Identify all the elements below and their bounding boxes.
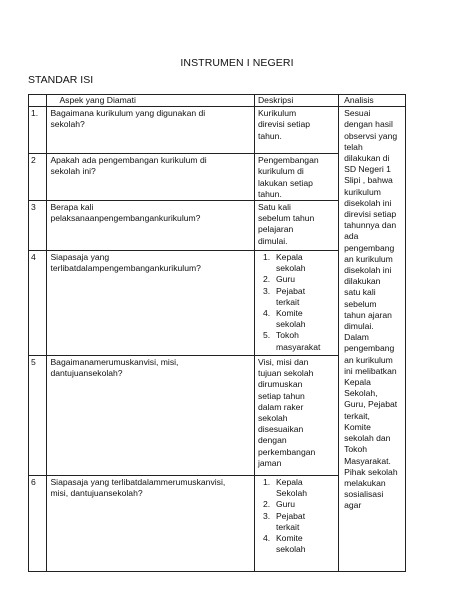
analisis-line: pengembang — [344, 242, 395, 253]
header-analisis: Analisis — [339, 95, 406, 107]
deskripsi-line: dimulai. — [257, 235, 288, 246]
analisis-line: melakukan — [344, 477, 386, 488]
analisis-line: dilakukan — [344, 276, 381, 287]
list-number: 1. — [262, 252, 271, 263]
deskripsi-line: disesuaikan — [257, 424, 304, 435]
aspek-line: misi, dantujuansekolah? — [50, 488, 143, 499]
deskripsi-line: setiap tahun — [257, 390, 305, 401]
deskripsi-line: perkembangan — [257, 446, 316, 457]
document-title: INSTRUMEN I NEGERI — [180, 57, 294, 69]
deskripsi-list — [258, 252, 335, 353]
analisis-line: Slipi , bahwa — [344, 175, 393, 186]
row-number: 2 — [29, 154, 47, 201]
instrument-table — [28, 94, 406, 572]
deskripsi-line: Satu kali — [257, 202, 291, 213]
aspek-cell — [47, 107, 255, 154]
analisis-line: an kurikulum — [344, 253, 393, 264]
analisis-line: satu kali — [344, 287, 376, 298]
analisis-cell — [339, 107, 406, 572]
deskripsi-list — [258, 477, 335, 555]
analisis-line: agar — [344, 500, 362, 511]
deskripsi-line: kurikulum di — [257, 166, 304, 177]
analisis-line: terkait, — [344, 410, 370, 421]
analisis-line: observsi yang — [344, 130, 398, 141]
list-item — [258, 286, 335, 308]
deskripsi-line: tujuan sekolah — [257, 368, 314, 379]
deskripsi-cell — [254, 201, 338, 251]
table-header-row — [29, 95, 406, 107]
list-item-line: Tokoh — [275, 330, 299, 341]
analisis-line: disekolah ini — [344, 265, 392, 276]
header-deskripsi: Deskripsi — [254, 95, 338, 107]
aspek-line: Apakah ada pengembangan kurikulum di — [50, 155, 207, 166]
list-number: 4. — [262, 308, 271, 319]
aspek-cell — [47, 356, 255, 476]
deskripsi-line: pelajaran — [257, 224, 294, 235]
list-item-line: Pejabat — [275, 510, 306, 521]
analisis-line: dengan hasil — [344, 119, 393, 130]
deskripsi-line: tahun. — [257, 130, 282, 141]
header-no — [29, 95, 47, 107]
aspek-line: Siapasaja yang — [50, 252, 110, 263]
analisis-line: ada — [344, 231, 359, 242]
aspek-line: Siapasaja yang terlibatdalammerumuskanvisi, — [50, 477, 226, 488]
deskripsi-line: dengan — [257, 435, 287, 446]
analisis-line: dimulai. — [344, 321, 374, 332]
deskripsi-line: sebelum tahun — [257, 213, 315, 224]
analisis-line: Masyarakat. — [344, 455, 391, 466]
deskripsi-cell — [254, 356, 338, 476]
list-item — [258, 499, 335, 510]
list-number: 5. — [262, 330, 271, 341]
analisis-line: Komite — [344, 421, 371, 432]
list-item-line: sekolah — [275, 544, 306, 555]
aspek-line: sekolah ini? — [50, 166, 96, 177]
list-item — [258, 511, 335, 533]
analisis-line: sebelum — [344, 298, 377, 309]
aspek-line: Bagaimana kurikulum yang digunakan di — [50, 108, 206, 119]
row-number: 3 — [29, 201, 47, 251]
list-number: 4. — [262, 533, 271, 544]
analisis-line: Tokoh — [344, 444, 368, 455]
analisis-line: kurikulum — [344, 186, 381, 197]
list-item — [258, 533, 335, 555]
analisis-line: telah — [344, 141, 363, 152]
list-item — [258, 308, 335, 330]
analisis-line: tahunnya dan — [344, 220, 397, 231]
list-item-line: Komite — [275, 308, 303, 319]
list-item-line: terkait — [275, 296, 300, 307]
aspek-line: pelaksanaanpengembangankurikulum? — [50, 213, 201, 224]
row-number: 5 — [29, 356, 47, 476]
deskripsi-line: Visi, misi dan — [257, 357, 309, 368]
aspek-cell — [47, 154, 255, 201]
deskripsi-line: tahun. — [257, 188, 282, 199]
table-row — [29, 107, 406, 154]
aspek-line: Berapa kali — [50, 202, 94, 213]
analisis-line: Pihak sekolah — [344, 466, 398, 477]
row-number: 6 — [29, 476, 47, 572]
list-item — [258, 477, 335, 499]
row-number: 4 — [29, 251, 47, 356]
aspek-line: dantujuansekolah? — [50, 368, 123, 379]
list-number: 1. — [262, 477, 271, 488]
deskripsi-cell — [254, 154, 338, 201]
aspek-line: Bagaimanamerumuskanvisi, misi, — [50, 357, 179, 368]
row-number: 1. — [29, 107, 47, 154]
list-number: 2. — [262, 499, 271, 510]
aspek-cell — [47, 201, 255, 251]
deskripsi-line: Pengembangan — [257, 155, 319, 166]
aspek-cell — [47, 476, 255, 572]
list-item-line: Pejabat — [275, 285, 306, 296]
header-aspek: Aspek yang Diamati — [47, 95, 255, 107]
list-item-line: Guru — [275, 274, 296, 285]
analisis-line: dilakukan di — [344, 153, 390, 164]
analisis-line: disekolah ini — [344, 197, 392, 208]
list-item-line: Sekolah — [275, 488, 308, 499]
analisis-line: Dalam — [344, 332, 369, 343]
analisis-line: SD Negeri 1 — [344, 164, 391, 175]
analisis-line: ini melibatkan — [344, 365, 397, 376]
analisis-line: Sekolah, — [344, 388, 378, 399]
deskripsi-line: dirumuskan — [257, 379, 303, 390]
deskripsi-line: direvisi setiap — [257, 119, 311, 130]
deskripsi-cell — [254, 476, 338, 572]
list-item-line: Komite — [275, 533, 303, 544]
list-item-line: Kepala — [275, 252, 303, 263]
analisis-line: tahun ajaran — [344, 309, 392, 320]
deskripsi-line: dalam raker — [257, 401, 304, 412]
analisis-line: direvisi setiap — [344, 209, 397, 220]
list-item — [258, 252, 335, 274]
list-number: 3. — [262, 285, 271, 296]
deskripsi-line: sekolah — [257, 413, 288, 424]
list-item-line: sekolah — [275, 263, 306, 274]
section-heading: STANDAR ISI — [28, 74, 94, 86]
list-item-line: sekolah — [275, 319, 306, 330]
list-item-line: masyarakat — [275, 341, 321, 352]
deskripsi-line: Kurikulum — [257, 108, 297, 119]
list-number: 2. — [262, 274, 271, 285]
list-item-line: Kepala — [275, 477, 303, 488]
list-item — [258, 274, 335, 285]
analisis-line: an kurikulum — [344, 354, 393, 365]
deskripsi-cell — [254, 107, 338, 154]
deskripsi-cell — [254, 251, 338, 356]
aspek-line: sekolah? — [50, 119, 85, 130]
analisis-line: sekolah dan — [344, 433, 391, 444]
list-item-line: Guru — [275, 499, 296, 510]
deskripsi-line: lakukan setiap — [257, 177, 313, 188]
analisis-line: Guru, Pejabat — [344, 399, 398, 410]
analisis-line: pengembang — [344, 343, 395, 354]
analisis-line: Kepala — [344, 377, 371, 388]
analisis-line: sosialisasi — [344, 489, 384, 500]
analisis-line: Sesuai — [344, 108, 371, 119]
list-number: 3. — [262, 510, 271, 521]
aspek-line: terlibatdalampengembangankurikulum? — [50, 263, 201, 274]
deskripsi-line: jaman — [257, 457, 282, 468]
aspek-cell — [47, 251, 255, 356]
list-item — [258, 330, 335, 352]
list-item-line: terkait — [275, 521, 300, 532]
